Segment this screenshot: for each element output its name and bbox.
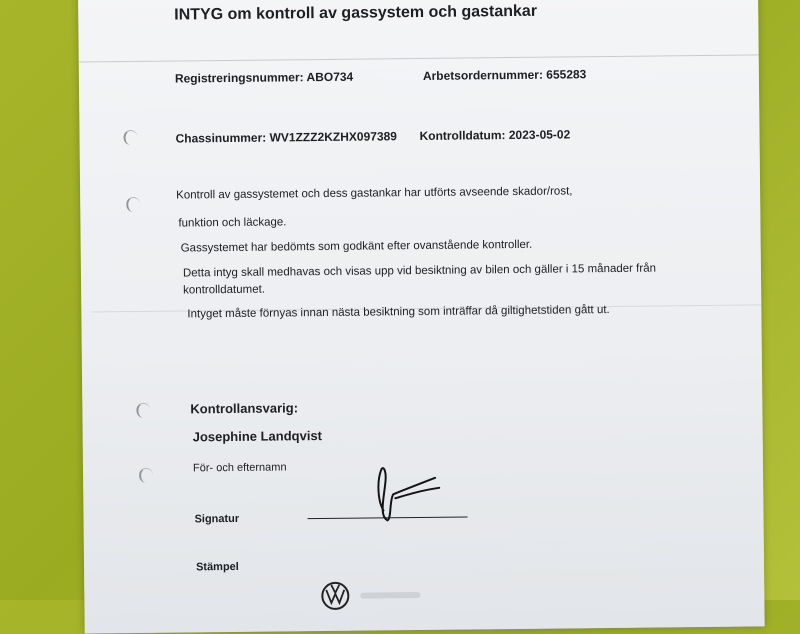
punch-hole-icon — [139, 468, 153, 483]
name-caption: För- och efternamn — [192, 461, 287, 475]
work-order-number: Arbetsordernummer: 655283 — [422, 67, 587, 83]
body-line-4: Detta intyg skall medhavas och visas upp vid besiktning av bilen och gäller i 15 månader från — [182, 262, 657, 280]
body-line-6: Intyget måste förnyas innan nästa besiktning som inträffar då giltighetstiden gått ut. — [187, 304, 610, 321]
body-line-5: kontrolldatumet. — [183, 283, 266, 297]
paper-fold — [79, 54, 759, 62]
inspection-date: Kontrolldatum: 2023-05-02 — [419, 127, 571, 143]
punch-hole-icon — [123, 130, 137, 145]
punch-hole-icon — [136, 403, 150, 418]
responsible-name: Josephine Landqvist — [192, 428, 323, 445]
body-line-2: funktion och läckage. — [178, 216, 287, 230]
responsible-label: Kontrollansvarig: — [190, 400, 299, 417]
signature-label: Signatur — [194, 512, 240, 526]
body-line-1: Kontroll av gassystemet och dess gastankar har utförts avseende skador/rost, — [176, 185, 573, 202]
document-title: INTYG om kontroll av gassystem och gastankar — [174, 2, 538, 24]
certificate-paper — [78, 0, 765, 634]
stamp-label: Stämpel — [195, 560, 239, 574]
vw-logo-icon — [320, 581, 350, 611]
registration-number: Registreringsnummer: ABO734 — [174, 69, 354, 86]
stamp-text-blur — [360, 592, 420, 599]
chassis-number: Chassinummer: WV1ZZZ2KZHX097389 — [175, 129, 398, 146]
punch-hole-icon — [126, 197, 140, 212]
signature-mark — [369, 460, 450, 525]
body-line-3: Gassystemet har bedömts som godkänt efter ovanstående kontroller. — [180, 238, 533, 255]
